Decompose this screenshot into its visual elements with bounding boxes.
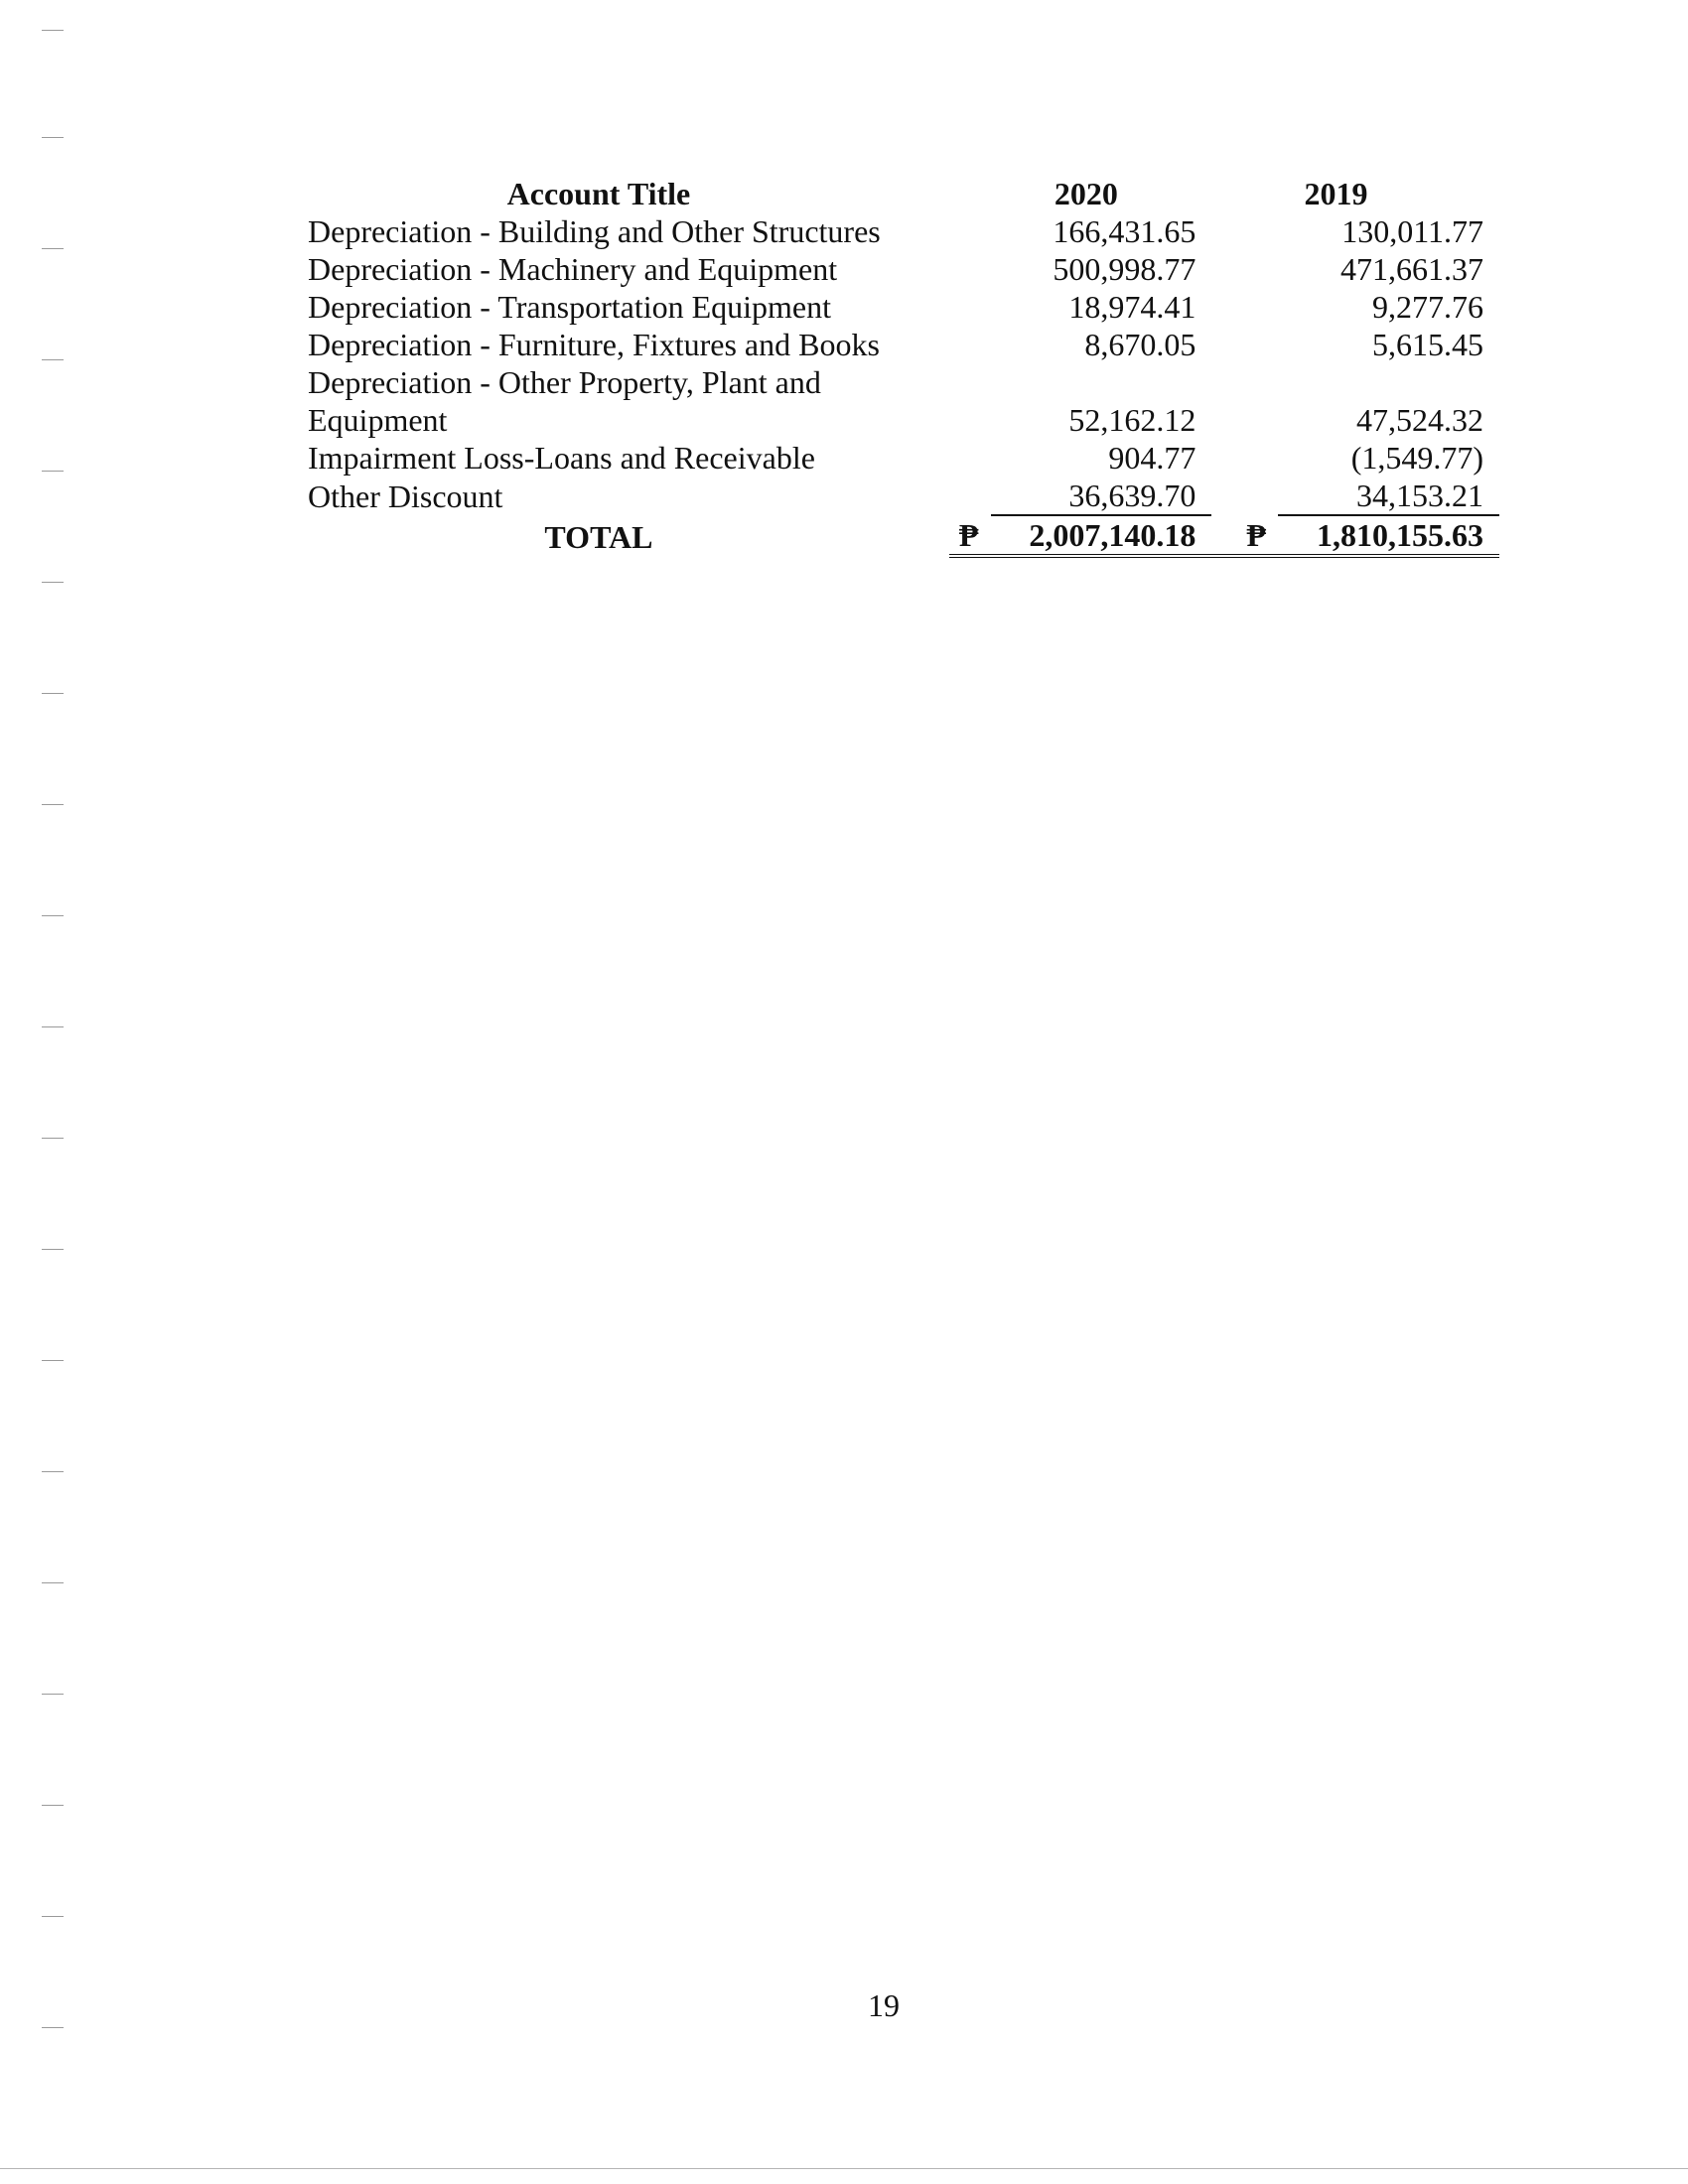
binder-mark bbox=[42, 137, 64, 138]
amount-2019-cell: 47,524.32 bbox=[1356, 402, 1483, 438]
amount-2020-cell: 52,162.12 bbox=[1068, 402, 1196, 438]
amount-2020-cell bbox=[991, 363, 1212, 401]
binder-mark bbox=[42, 248, 64, 249]
binder-mark bbox=[42, 1360, 64, 1361]
amount-2019-cell: 5,615.45 bbox=[1372, 327, 1483, 362]
amount-2020-cell: 904.77 bbox=[1108, 440, 1196, 476]
table-row bbox=[308, 477, 1499, 515]
binder-mark bbox=[42, 1916, 64, 1917]
header-year-2019: 2019 bbox=[1304, 176, 1368, 211]
table-row bbox=[308, 288, 1499, 326]
binder-mark bbox=[42, 915, 64, 916]
amount-2020-cell: 18,974.41 bbox=[1068, 289, 1196, 325]
header-year-2020: 2020 bbox=[1054, 176, 1118, 211]
binder-mark bbox=[42, 471, 64, 472]
amount-2020-cell: 8,670.05 bbox=[1084, 327, 1196, 362]
binder-mark bbox=[42, 1026, 64, 1027]
binder-mark bbox=[42, 1471, 64, 1472]
amount-2020-cell: 36,639.70 bbox=[991, 477, 1212, 515]
table-header-row bbox=[308, 175, 1499, 212]
table-row bbox=[308, 250, 1499, 288]
amount-2020-cell: 166,431.65 bbox=[1053, 213, 1196, 249]
table-row bbox=[308, 212, 1499, 250]
total-label: TOTAL bbox=[544, 519, 653, 555]
binder-mark bbox=[42, 1582, 64, 1583]
binder-mark bbox=[42, 804, 64, 805]
amount-2019-cell: 34,153.21 bbox=[1278, 477, 1499, 515]
peso-sign-icon: ₱ bbox=[1237, 515, 1279, 556]
expense-schedule-table bbox=[308, 175, 1499, 558]
account-title-cell: Depreciation - Building and Other Structures bbox=[308, 213, 881, 249]
binder-mark bbox=[42, 1249, 64, 1250]
amount-2019-cell bbox=[1278, 363, 1499, 401]
total-row bbox=[308, 515, 1499, 556]
binder-mark bbox=[42, 1805, 64, 1806]
binder-mark bbox=[42, 1138, 64, 1139]
table-row bbox=[308, 363, 1499, 401]
amount-2019-cell: (1,549.77) bbox=[1350, 440, 1483, 476]
amount-2020-cell: 500,998.77 bbox=[1053, 251, 1196, 287]
account-title-cell: Depreciation - Furniture, Fixtures and Books bbox=[308, 327, 880, 362]
binder-mark bbox=[42, 359, 64, 360]
total-2019-cell: 1,810,155.63 bbox=[1278, 515, 1499, 556]
peso-sign-icon: ₱ bbox=[949, 515, 991, 556]
account-title-cell: Other Discount bbox=[308, 478, 503, 514]
binder-mark bbox=[42, 693, 64, 694]
account-title-cell: Equipment bbox=[308, 402, 448, 438]
binder-mark bbox=[42, 582, 64, 583]
table-row bbox=[308, 326, 1499, 363]
table-row bbox=[308, 439, 1499, 477]
scan-edge-line bbox=[0, 2168, 1688, 2169]
binder-mark bbox=[42, 2027, 64, 2028]
total-2020-cell: 2,007,140.18 bbox=[991, 515, 1212, 556]
account-title-cell: Depreciation - Other Property, Plant and bbox=[308, 364, 821, 400]
page-number: 19 bbox=[868, 1987, 900, 2023]
account-title-cell: Depreciation - Machinery and Equipment bbox=[308, 251, 838, 287]
binder-mark bbox=[42, 30, 64, 31]
amount-2019-cell: 471,661.37 bbox=[1340, 251, 1483, 287]
header-account-title: Account Title bbox=[506, 176, 691, 211]
table-row bbox=[308, 401, 1499, 439]
account-title-cell: Depreciation - Transportation Equipment bbox=[308, 289, 832, 325]
column-gap bbox=[1211, 175, 1236, 212]
amount-2019-cell: 9,277.76 bbox=[1372, 289, 1483, 325]
account-title-cell: Impairment Loss-Loans and Receivable bbox=[308, 440, 815, 476]
amount-2019-cell: 130,011.77 bbox=[1341, 213, 1483, 249]
binder-mark bbox=[42, 1694, 64, 1695]
